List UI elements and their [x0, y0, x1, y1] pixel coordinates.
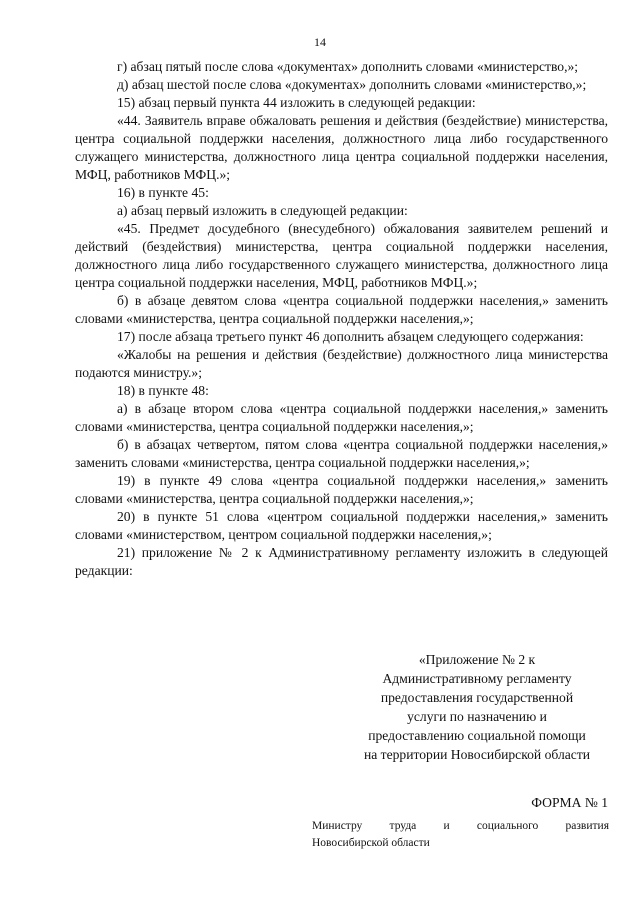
paragraph: а) абзац первый изложить в следующей редакции:	[117, 203, 408, 218]
addressee-line-1	[312, 818, 609, 835]
paragraph: 15) абзац первый пункта 44 изложить в следующей редакции:	[117, 95, 476, 110]
paragraph: 18) в пункте 48:	[117, 383, 209, 398]
document-body	[75, 58, 608, 580]
paragraph: «44. Заявитель вправе обжаловать решения и действия (бездействие) министерства, центра социальной поддержки населения, должностного лица либо государственного служащего министерства, должностного лица центра социальной поддержки населения, МФЦ, работников МФЦ.»;	[75, 113, 608, 182]
annex-line: предоставления государственной	[380, 690, 574, 705]
annex-line: «Приложение № 2 к	[418, 652, 536, 667]
paragraph: а) в абзаце втором слова «центра социальной поддержки населения,» заменить словами «министерства, центра социальной поддержки населения,»;	[75, 401, 608, 434]
annex-line: предоставлению социальной помощи	[368, 728, 586, 743]
addressee-word: труда	[389, 820, 417, 832]
paragraph: 19) в пункте 49 слова «центра социальной поддержки населения,» заменить словами «министерства, центра социальной поддержки населения,»;	[75, 473, 608, 506]
paragraph: 17) после абзаца третьего пункт 46 дополнить абзацем следующего содержания:	[117, 329, 584, 344]
paragraph: б) в абзацах четвертом, пятом слова «центра социальной поддержки населения,» заменить словами «министерства, центра социальной поддержки населения,»;	[75, 437, 608, 470]
addressee-block	[312, 818, 609, 852]
addressee-word: и	[443, 820, 450, 832]
paragraph: «Жалобы на решения и действия (бездействие) должностного лица министерства подаются министру.»;	[75, 347, 608, 380]
paragraph: 20) в пункте 51 слова «центром социальной поддержки населения,» заменить словами «министерством, центром социальной поддержки населения,»;	[75, 509, 608, 542]
addressee-word: социального	[476, 820, 539, 832]
paragraph: г) абзац пятый после слова «документах» дополнить словами «министерство,»;	[117, 59, 579, 74]
paragraph: 21) приложение № 2 к Административному регламенту изложить в следующей редакции:	[75, 545, 608, 578]
page-number: 14	[314, 35, 326, 49]
addressee-line-2: Новосибирской области	[312, 837, 430, 849]
form-label: ФОРМА № 1	[531, 795, 608, 810]
annex-line: услуги по назначению и	[407, 709, 547, 724]
paragraph: б) в абзаце девятом слова «центра социальной поддержки населения,» заменить словами «министерства, центра социальной поддержки населения,»;	[75, 293, 608, 326]
paragraph: «45. Предмет досудебного (внесудебного) обжалования заявителем решений и действий (бездействия) министерства, центра социальной поддержки населения, должностного лица либо государственного служащего министерства, должностного лица центра социальной поддержки населения, МФЦ, работников МФЦ.»;	[75, 221, 608, 290]
annex-header	[346, 650, 608, 764]
annex-line: на территории Новосибирской области	[363, 747, 591, 762]
paragraph: д) абзац шестой после слова «документах» дополнить словами «министерство,»;	[117, 77, 587, 92]
addressee-word: развития	[565, 820, 609, 832]
annex-line: Административному регламенту	[382, 671, 572, 686]
addressee-word: Министру	[312, 820, 363, 832]
paragraph: 16) в пункте 45:	[117, 185, 209, 200]
